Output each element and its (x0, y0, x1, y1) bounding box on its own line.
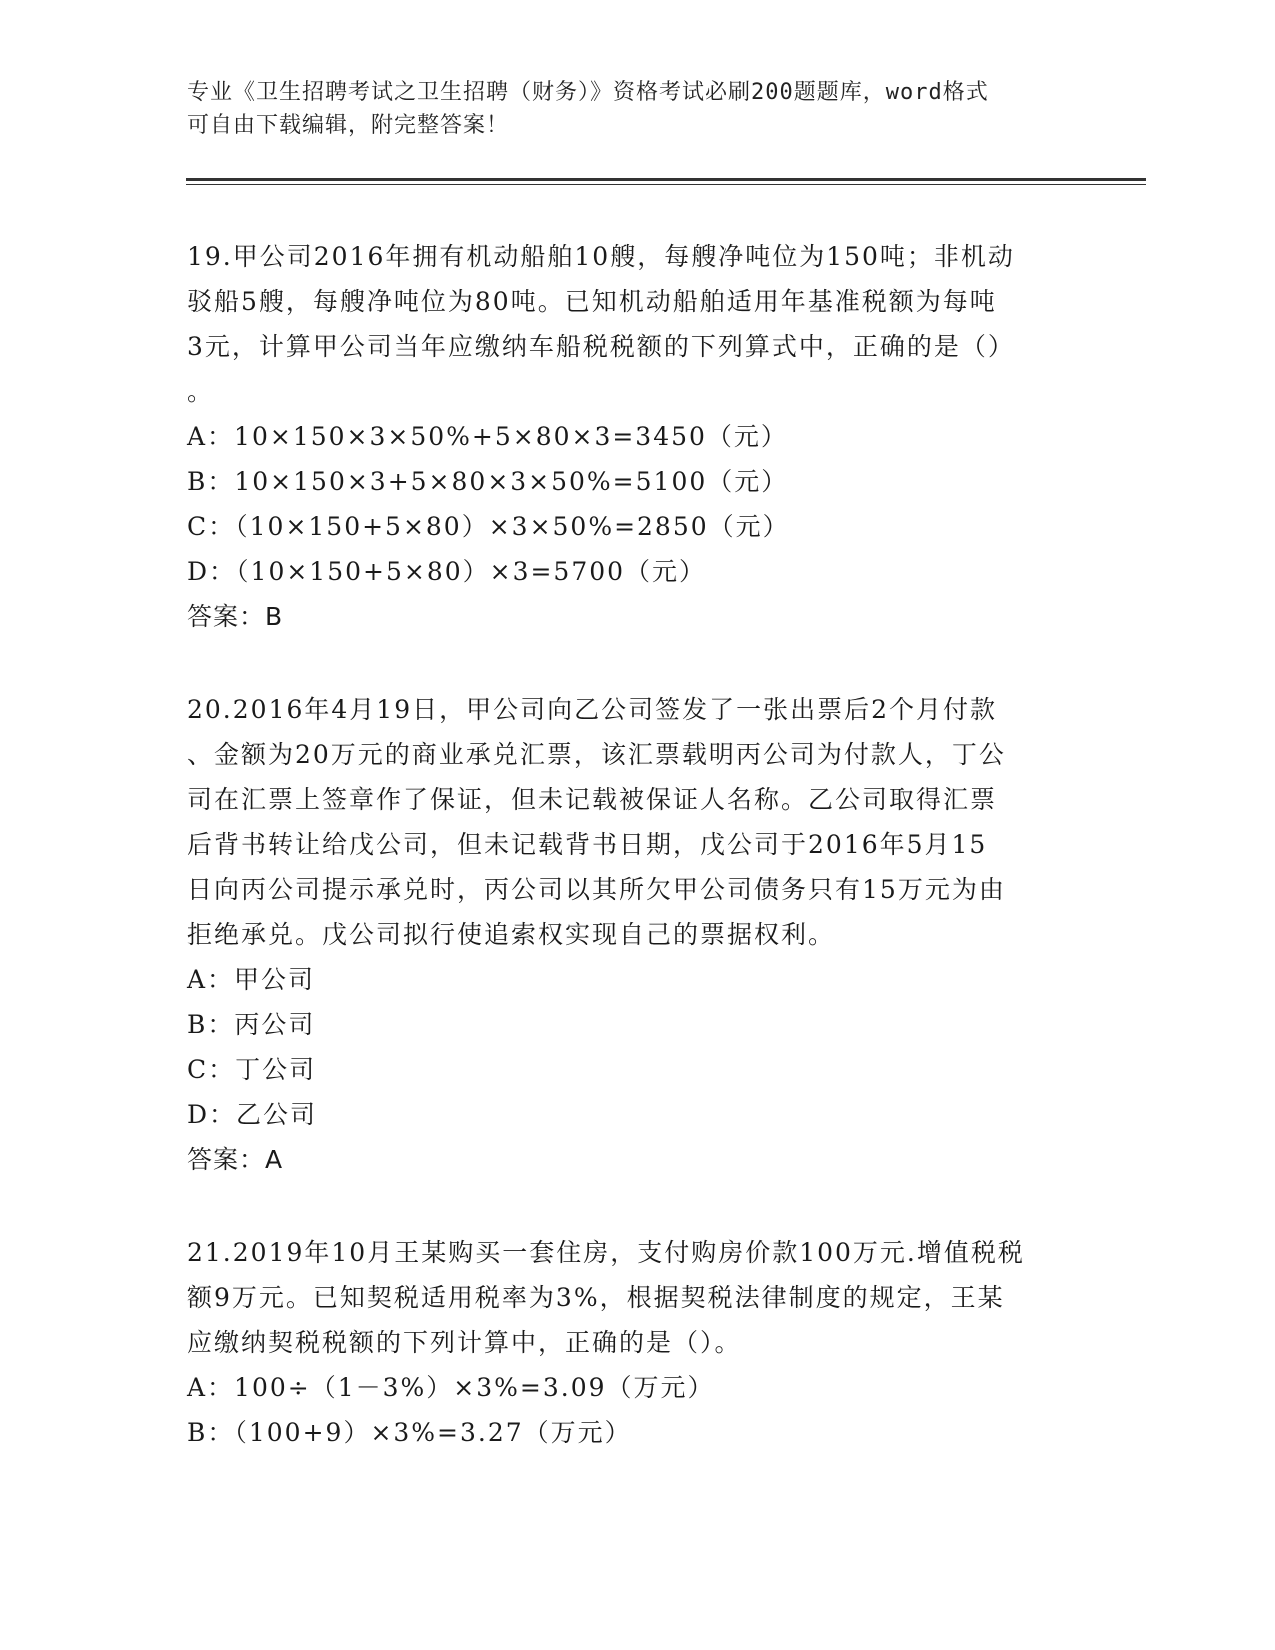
header-line-1: 专业《卫生招聘考试之卫生招聘（财务）》资格考试必刷200题题库，word格式 (187, 80, 989, 105)
answer-label: 答案：A (187, 1145, 284, 1174)
question-20 (187, 687, 1067, 1182)
option-a: A：10×150×3×50%+5×80×3=3450（元） (187, 422, 788, 451)
question-stem-line: 3元，计算甲公司当年应缴纳车船税税额的下列算式中，正确的是（） (187, 332, 1015, 361)
answer-label: 答案：B (187, 602, 284, 631)
header-line-2: 可自由下载编辑，附完整答案！ (187, 113, 510, 138)
header-divider-thin (186, 184, 1146, 185)
question-stem-line: 应缴纳契税税额的下列计算中，正确的是（）。 (187, 1328, 742, 1357)
option-d: D：（10×150+5×80）×3=5700（元） (187, 557, 707, 586)
question-stem-line: 、金额为20万元的商业承兑汇票，该汇票载明丙公司为付款人，丁公 (187, 740, 1006, 769)
option-a: A：甲公司 (187, 965, 316, 994)
question-stem-line: 额9万元。已知契税适用税率为3%，根据契税法律制度的规定，王某 (187, 1283, 1005, 1312)
question-21 (187, 1230, 1067, 1455)
question-stem-line: 20.2016年4月19日，甲公司向乙公司签发了一张出票后2个月付款 (187, 695, 998, 724)
question-stem-line: 司在汇票上签章作了保证，但未记载被保证人名称。乙公司取得汇票 (187, 785, 998, 814)
question-stem-line: 。 (187, 377, 215, 406)
option-b: B：（100+9）×3%=3.27（万元） (187, 1418, 632, 1447)
question-stem-line: 后背书转让给戊公司，但未记载背书日期，戊公司于2016年5月15 (187, 830, 988, 859)
option-b: B：10×150×3+5×80×3×50%=5100（元） (187, 467, 789, 496)
question-stem-line: 驳船5艘，每艘净吨位为80吨。已知机动船舶适用年基准税额为每吨 (187, 287, 997, 316)
question-19 (187, 234, 1067, 639)
question-stem-line: 日向丙公司提示承兑时，丙公司以其所欠甲公司债务只有15万元为由 (187, 875, 1006, 904)
option-c: C：（10×150+5×80）×3×50%=2850（元） (187, 512, 790, 541)
document-header (187, 76, 1067, 142)
question-stem-line: 21.2019年10月王某购买一套住房，支付购房价款100万元.增值税税 (187, 1238, 1025, 1267)
question-stem-line: 19.甲公司2016年拥有机动船舶10艘，每艘净吨位为150吨；非机动 (187, 242, 1015, 271)
option-a: A：100÷（1－3%）×3%=3.09（万元） (187, 1373, 715, 1402)
option-d: D：乙公司 (187, 1100, 318, 1129)
option-b: B：丙公司 (187, 1010, 316, 1039)
question-stem-line: 拒绝承兑。戊公司拟行使追索权实现自己的票据权利。 (187, 920, 836, 949)
header-divider-thick (186, 178, 1146, 181)
option-c: C：丁公司 (187, 1055, 317, 1084)
